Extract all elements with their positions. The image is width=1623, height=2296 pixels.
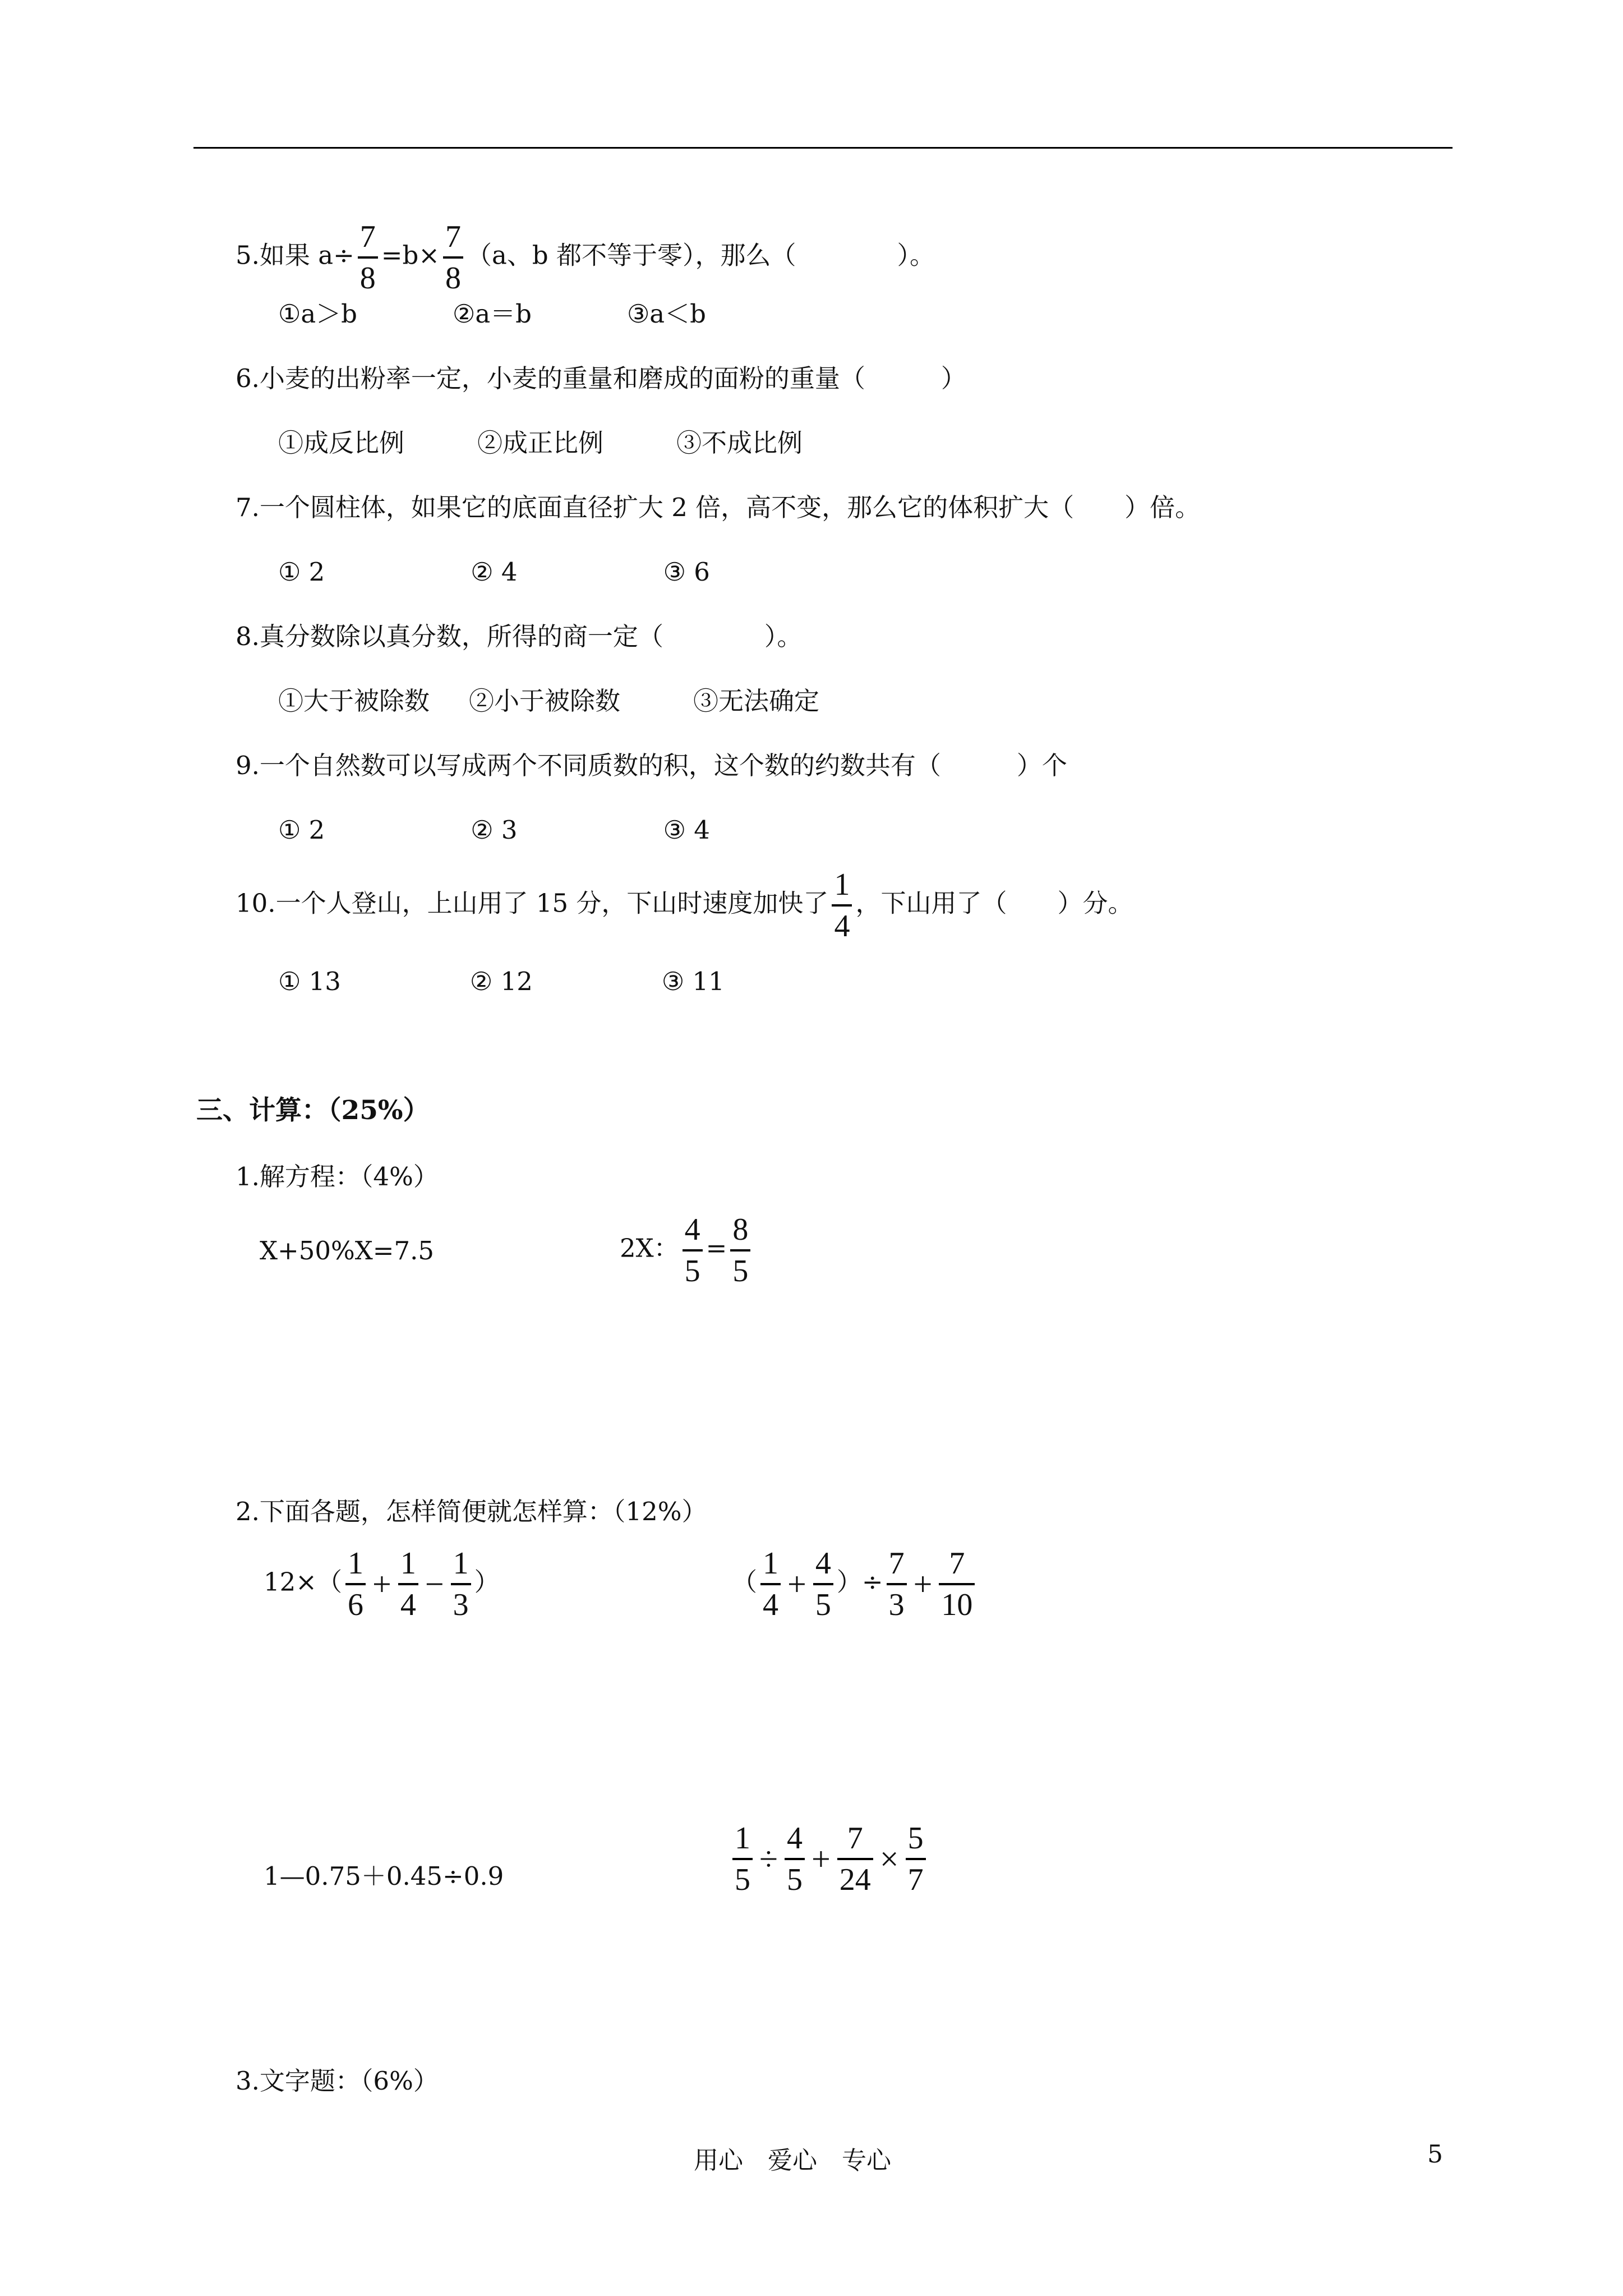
q9-option-3: ③ 4: [663, 815, 710, 845]
q9-option-1: ① 2: [278, 815, 325, 845]
q10-options: [278, 965, 725, 999]
q5-option-3: ③a＜b: [626, 299, 706, 329]
q8-option-3: ③无法确定: [693, 686, 820, 716]
question-10: [236, 867, 1133, 944]
q5-option-1: ①a＞b: [278, 299, 357, 329]
expr4-fraction-1: $\frac{1}{5}$: [732, 1820, 753, 1898]
expression-3: 1—0.75＋0.45÷0.9: [264, 1861, 504, 1891]
q6-option-3: ③不成比例: [676, 428, 803, 458]
equation-1: X+50%X=7.5: [260, 1236, 435, 1266]
expr4-fraction-2: $\frac{4}{5}$: [785, 1820, 805, 1898]
expr1-fraction-1: $\frac{1}{6}$: [345, 1545, 366, 1623]
q10-option-3: ③ 11: [661, 967, 725, 996]
expr1-fraction-3: $\frac{1}{3}$: [451, 1545, 471, 1623]
part-1-title: 1.解方程：（4%）: [236, 1162, 439, 1191]
section-3-heading: 三、计算：（25%）: [196, 1095, 430, 1126]
q6-options: [278, 426, 803, 460]
q5-prefix: 5.如果 a÷: [236, 240, 354, 270]
expr2-fraction-4: $\frac{7}{10}$: [939, 1545, 975, 1623]
question-5: [236, 219, 935, 296]
q10-option-2: ② 12: [469, 967, 533, 996]
q5-fraction-1: $\frac{7}{8}$: [358, 219, 378, 296]
question-9: 9.一个自然数可以写成两个不同质数的积，这个数的约数共有（ ）个: [236, 751, 1067, 780]
expr4-fraction-3: $\frac{7}{24}$: [837, 1820, 873, 1898]
q8-option-2: ②小于被除数: [469, 686, 621, 716]
q5-fraction-2: $\frac{7}{8}$: [443, 219, 463, 296]
part-3-title: 3.文字题：（6%）: [236, 2066, 439, 2096]
q9-options: [278, 813, 710, 847]
eq2-fraction-1: $\frac{4}{5}$: [683, 1212, 703, 1289]
footer-motto: 用心 爱心 专心: [694, 2146, 891, 2175]
question-6: 6.小麦的出粉率一定，小麦的重量和磨成的面粉的重量（ ）: [236, 364, 966, 393]
expr2-fraction-1: $\frac{1}{4}$: [760, 1545, 781, 1623]
equation-2: 2X： $\frac{4}{5}$ = $\frac{8}{5}$: [620, 1212, 754, 1289]
q7-options: [278, 555, 710, 589]
question-8: 8.真分数除以真分数，所得的商一定（ ）。: [236, 622, 803, 651]
q9-option-2: ② 3: [471, 815, 518, 845]
expression-1: 12×（ $\frac{1}{6}$ + $\frac{1}{4}$ − $\frac{1}{3}$ ）: [264, 1546, 500, 1622]
page-number: 5: [1427, 2140, 1443, 2169]
expression-4: $\frac{1}{5}$ ÷ $\frac{4}{5}$ + $\frac{7}{24}$ × $\frac{5}{7}$: [729, 1820, 929, 1898]
expr1-fraction-2: $\frac{1}{4}$: [398, 1545, 418, 1623]
part-2-title: 2.下面各题，怎样简便就怎样算：（12%）: [236, 1497, 707, 1526]
q8-option-1: ①大于被除数: [278, 686, 430, 716]
q7-option-2: ② 4: [471, 557, 518, 587]
q7-option-3: ③ 6: [663, 557, 710, 587]
expr4-fraction-4: $\frac{5}{7}$: [906, 1820, 926, 1898]
q5-options: [278, 297, 706, 331]
q10-prefix: 10.一个人登山，上山用了 15 分，下山时速度加快了: [236, 888, 829, 918]
q5-suffix: （a、b 都不等于零），那么（ ）。: [467, 240, 935, 270]
q5-mid: =b×: [381, 240, 440, 270]
q6-option-2: ②成正比例: [477, 428, 604, 458]
q6-option-1: ①成反比例: [278, 428, 405, 458]
q7-option-1: ① 2: [278, 557, 325, 587]
question-7: 7.一个圆柱体，如果它的底面直径扩大 2 倍，高不变，那么它的体积扩大（ ）倍。: [236, 493, 1201, 522]
header-rule: [193, 147, 1453, 149]
expr2-fraction-3: $\frac{7}{3}$: [887, 1545, 907, 1623]
q5-option-2: ②a＝b: [452, 299, 532, 329]
q10-fraction: $\frac{1}{4}$: [832, 867, 852, 944]
q10-option-1: ① 13: [278, 967, 341, 996]
q10-suffix: ，下山用了（ ）分。: [855, 888, 1133, 918]
eq2-fraction-2: $\frac{8}{5}$: [730, 1212, 750, 1289]
q8-options: [278, 684, 819, 718]
expr2-fraction-2: $\frac{4}{5}$: [813, 1545, 833, 1623]
expression-2: （ $\frac{1}{4}$ + $\frac{4}{5}$ ）÷ $\frac{7}{3}$ + $\frac{7}{10}$: [732, 1545, 978, 1623]
